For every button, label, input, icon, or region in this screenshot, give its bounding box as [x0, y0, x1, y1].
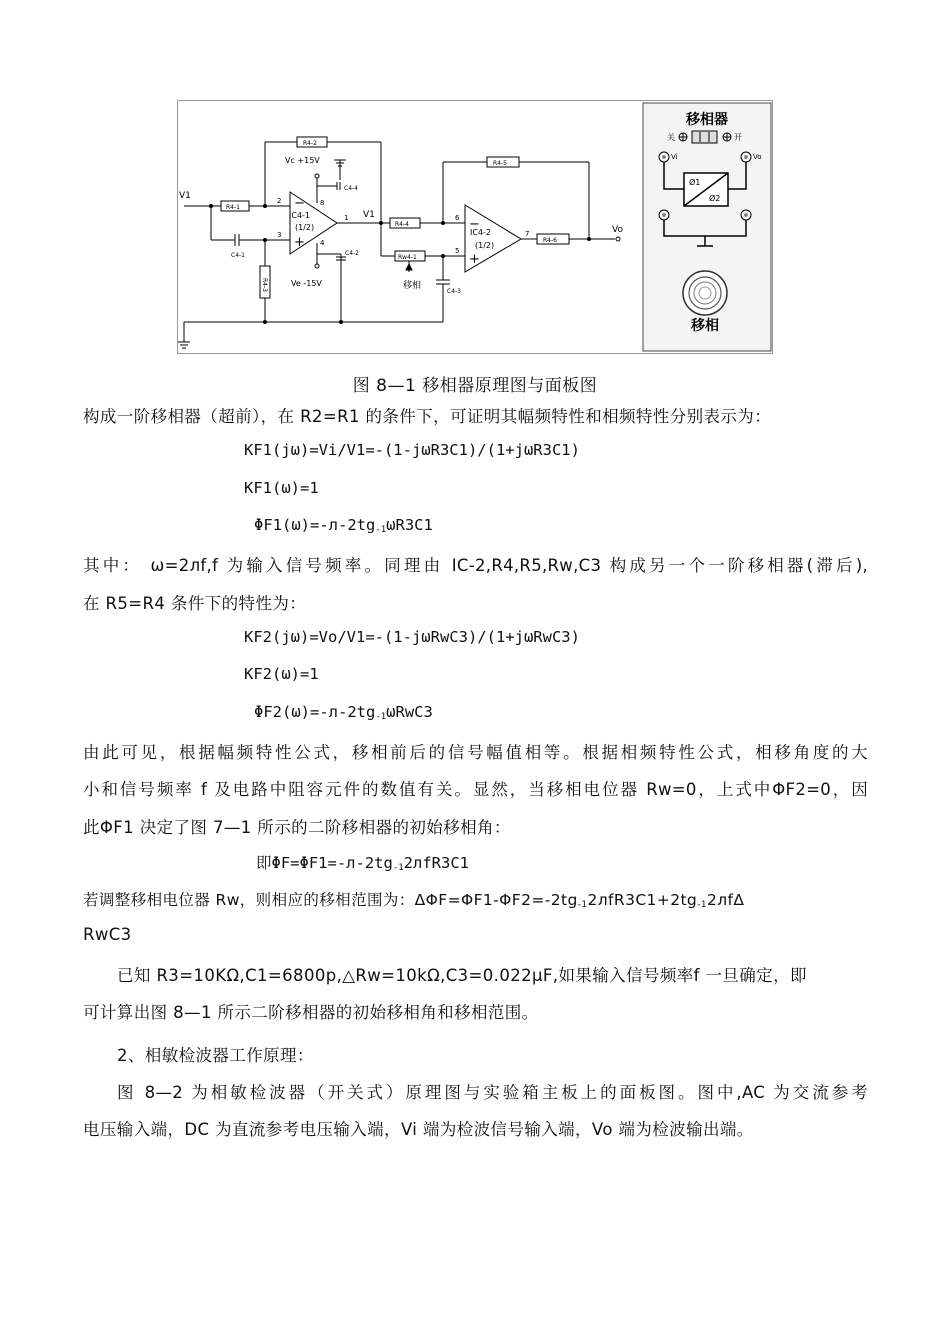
- phase-shifter-panel: [643, 103, 771, 351]
- r4-3-label: R4-3: [261, 278, 268, 292]
- pin-1: 1: [344, 214, 349, 222]
- pin-5: 5: [455, 247, 460, 255]
- minus-sign-1: −: [294, 196, 305, 211]
- figure-caption: 图 8—1 移相器原理图与面板图: [352, 376, 598, 396]
- p4-part-b: 2лfR3C1+2tg: [587, 891, 698, 909]
- shift-label: 移相: [403, 281, 422, 291]
- vo-label: Vo: [753, 153, 762, 161]
- knob-label: 移相: [691, 318, 719, 334]
- rw4-1-label: Rw4-1: [398, 254, 417, 261]
- phi2-label: Ø2: [709, 194, 721, 203]
- ic2-half: (1/2): [475, 241, 495, 250]
- ic2-name: IC4-2: [470, 228, 492, 237]
- paragraph-3-line-3: 此ΦF1 决定了图 7—1 所示的二阶移相器的初始移相角：: [83, 818, 511, 837]
- paragraph-4-line-1: [83, 888, 868, 910]
- ic1-half: (1/2): [295, 223, 315, 232]
- eq6-part-a: ΦF2(ω)=-л-2tg: [254, 703, 376, 721]
- paragraph-1: 构成一阶移相器（超前），在 R2=R1 的条件下，可证明其幅频特性和相频特性分别表示为：: [83, 407, 772, 426]
- r4-1-label: R4-1: [226, 204, 240, 211]
- c4-4-label: C4-4: [344, 185, 358, 192]
- paragraph-2-line-1: 其中： ω=2лf,f 为输入信号频率。同理由 IC-2,R4,R5,Rw,C3 构成另一个一阶移相器(滞后),: [83, 556, 868, 575]
- pin-2: 2: [277, 197, 282, 205]
- pin-3: 3: [277, 231, 282, 239]
- r4-4-label: R4-4: [395, 221, 409, 228]
- paragraph-5-line-1: 已知 R3=10KΩ,C1=6800p,△Rw=10kΩ,C3=0.022μF,如果输入信号频率f 一旦确定，即: [117, 966, 807, 985]
- pin-8: 8: [320, 199, 325, 207]
- pin-7: 7: [525, 230, 530, 238]
- r4-5-label: R4-5: [493, 160, 507, 167]
- eq6-superscript: -1: [375, 712, 387, 722]
- paragraph-4-line-2: RwC3: [83, 925, 132, 944]
- vc-label: Vc +15V: [285, 156, 320, 165]
- eq7-superscript: -1: [392, 863, 404, 873]
- minus-sign-2: −: [469, 217, 480, 232]
- equation-kf2-w: KF2(ω)=1: [244, 665, 319, 683]
- eq7-part-a: 即ΦF=ΦF1=-л-2tg: [256, 854, 393, 872]
- eq3-part-a: ΦF1(ω)=-л-2tg: [254, 516, 376, 534]
- equation-kf1-jw: KF1(jω)=Vi/V1=-(1-jωR3C1)/(1+jωR3C1): [244, 441, 580, 459]
- plus-sign-1: +: [294, 235, 305, 250]
- section-2-heading: 2、相敏检波器工作原理：: [117, 1046, 314, 1065]
- p4-part-a: 若调整移相电位器 Rw，则相应的移相范围为：ΔΦF=ΦF1-ΦF2=-2tg: [83, 891, 578, 909]
- r4-6-label: R4-6: [543, 237, 557, 244]
- c4-1-label: C4-1: [231, 252, 245, 259]
- eq3-superscript: -1: [375, 525, 387, 535]
- r4-2-label: R4-2: [303, 140, 317, 147]
- p4-part-c: 2лfΔ: [706, 891, 745, 909]
- paragraph-3-line-2: 小和信号频率 f 及电路中阻容元件的数值有关。显然，当移相电位器 Rw=0，上式中ΦF2=0，因: [83, 780, 868, 799]
- phase-shifter-figure-svg: [177, 100, 773, 354]
- pin-6: 6: [455, 214, 460, 222]
- figure-8-1: [177, 100, 773, 354]
- on-label: 开: [734, 133, 742, 142]
- paragraph-5-line-2: 可计算出图 8—1 所示二阶移相器的初始移相角和移相范围。: [83, 1003, 539, 1022]
- plus-sign-2: +: [469, 252, 480, 267]
- panel-title: 移相器: [686, 112, 728, 128]
- equation-kf2-jw: KF2(jω)=Vo/V1=-(1-jωRwC3)/(1+jωRwC3): [244, 628, 580, 646]
- eq6-part-b: ωRwC3: [386, 703, 433, 721]
- ve-label: Ve -15V: [291, 279, 322, 288]
- paragraph-6-line-1: 图 8—2 为相敏检波器（开关式）原理图与实验箱主板上的面板图。图中,AC 为交流参考: [117, 1083, 868, 1102]
- paragraph-2-line-2: 在 R5=R4 条件下的特性为：: [83, 594, 307, 613]
- eq7-part-b: 2лfR3C1: [403, 854, 469, 872]
- equation-initial-phase: [256, 851, 469, 873]
- output-vo-label: Vo: [612, 225, 623, 235]
- equation-kf1-w: KF1(ω)=1: [244, 479, 319, 497]
- mid-v1-label: V1: [363, 210, 375, 220]
- equation-phif1: [254, 516, 433, 535]
- ic1-name: IC4-1: [289, 211, 311, 220]
- vi-label: Vi: [671, 153, 678, 161]
- eq3-part-b: ωR3C1: [386, 516, 433, 534]
- equation-phif2: [254, 703, 433, 722]
- pin-4: 4: [320, 239, 325, 247]
- off-label: 关: [667, 133, 675, 142]
- input-v1-label: V1: [179, 191, 191, 201]
- phi1-label: Ø1: [689, 178, 701, 187]
- c4-3-label: C4-3: [447, 288, 461, 295]
- power-switch[interactable]: [692, 131, 717, 143]
- paragraph-3-line-1: 由此可见，根据幅频特性公式，移相前后的信号幅值相等。根据相频特性公式，相移角度的大: [83, 743, 868, 762]
- paragraph-6-line-2: 电压输入端，DC 为直流参考电压输入端，Vi 端为检波信号输入端，Vo 端为检波输出端。: [83, 1120, 754, 1139]
- p4-superscript-1: -1: [577, 900, 588, 910]
- p4-superscript-2: -1: [697, 900, 707, 910]
- c4-2-label: C4-2: [345, 250, 359, 257]
